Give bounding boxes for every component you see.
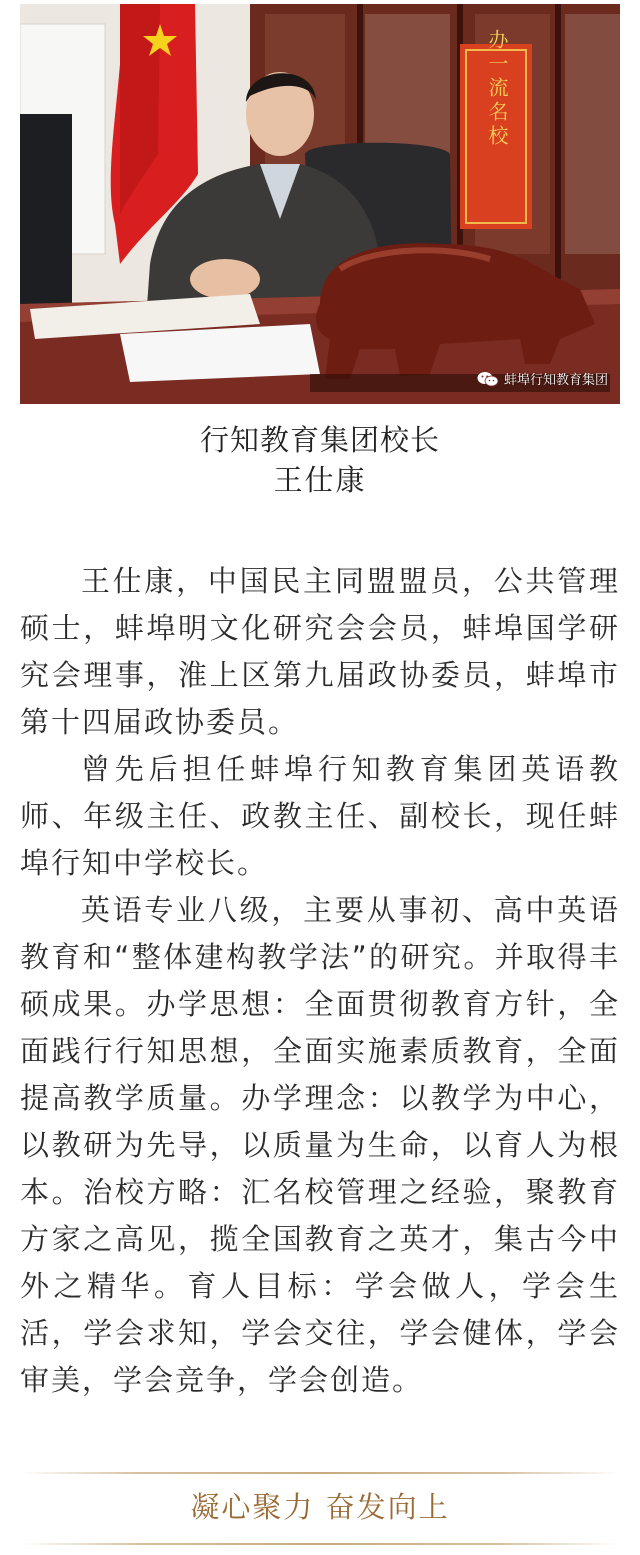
watermark (477, 369, 608, 388)
principal-photo (20, 4, 620, 404)
caption-name: 王仕康 (273, 463, 367, 497)
divider-top (20, 1472, 620, 1474)
divider-bottom (20, 1543, 620, 1545)
banner-text: 办一流名校 (485, 29, 507, 149)
watermark-text: 蚌埠行知教育集团 (503, 373, 608, 388)
paragraph: 英语专业八级，主要从事初、高中英语教育和“整体建构教学法”的研究。并取得丰硕成果。办学思想：全面贯彻教育方针，全面践行行知思想，全面实施素质教育，全面提高教学质量。办学理念：以教学为中心，以教研为先导，以质量为生命，以育人为根本。治校方略：汇名校管理之经验，聚教育方家之高见，揽全国教育之英才，集古今中外之精华。育人目标：学会做人，学会生活，学会求知，学会交往，学会健体，学会审美，学会竞争，学会创造。 (20, 893, 620, 1397)
office-scene-illustration (20, 4, 620, 404)
paragraph: 王仕康，中国民主同盟盟员，公共管理硕士，蚌埠明文化研究会会员，蚌埠国学研究会理事，淮上区第九届政协委员，蚌埠市第十四届政协委员。 (20, 564, 620, 739)
wechat-icon (477, 371, 499, 387)
caption-title: 行知教育集团校长 (199, 423, 440, 457)
article-body (20, 558, 620, 1404)
slogan: 凝心聚力 奋发向上 (190, 1490, 450, 1524)
paragraph: 曾先后担任蚌埠行知教育集团英语教师、年级主任、政教主任、副校长，现任蚌埠行知中学校长。 (20, 752, 620, 880)
photo-caption (0, 420, 640, 500)
